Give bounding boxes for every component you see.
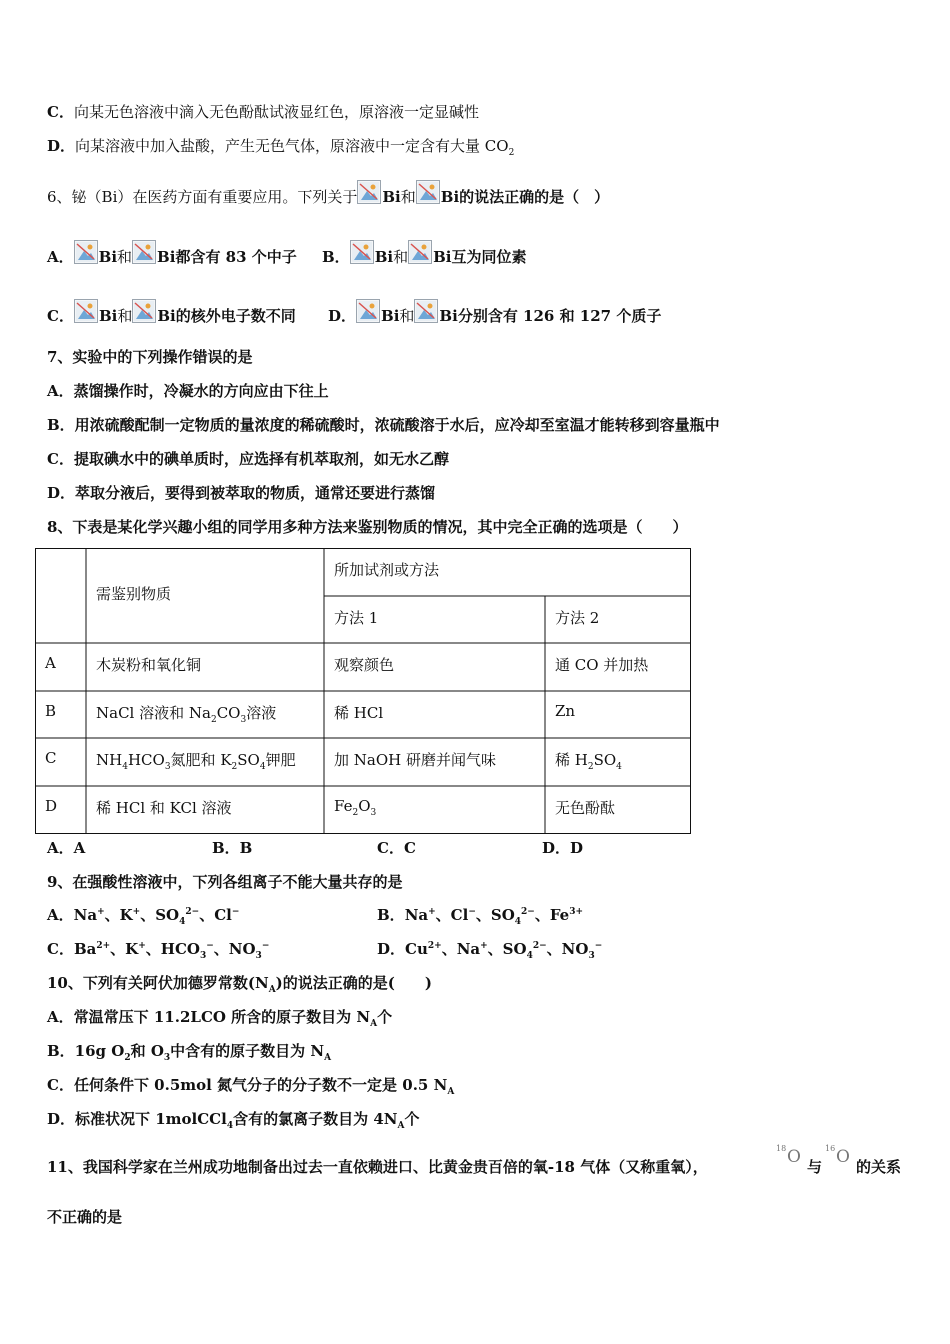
q8-choice-c: C．C [377, 839, 416, 857]
q9-option-a: A．Na+、K+、$SO_4^{2-}$、Cl− [47, 906, 240, 927]
isotope-image-icon [74, 299, 98, 323]
row-method-1: $Fe_2O_3$ [334, 797, 377, 818]
q7-stem: 7、实验中的下列操作错误的是 [47, 348, 253, 366]
q8-table [35, 548, 691, 834]
isotope-image-icon [350, 240, 374, 264]
q11-stem-end: 的关系 [856, 1158, 902, 1176]
row-substance: 木炭粉和氧化铜 [96, 656, 202, 674]
row-substance: $NH_4HCO_3$氮肥和 $K_2SO_4$钾肥 [96, 751, 296, 772]
q8-choice-a: A．A [47, 839, 86, 857]
row-substance: 稀 HCl 和 KCl 溶液 [96, 799, 232, 817]
isotope-image-icon [357, 180, 381, 204]
q6-stem: 6、铋（Bi）在医药方面有重要应用。下列关于 Bi和 Bi的说法正确的是（ ） [47, 180, 609, 207]
header-method-1: 方法 1 [334, 609, 379, 627]
row-method-2: 通 CO 并加热 [555, 656, 649, 674]
q8-choice-b: B．B [212, 839, 253, 857]
row-label: D [45, 797, 58, 815]
row-label: C [45, 749, 57, 767]
q9-option-c: C．$Ba^{2+}$、K+、$HCO_3^-$、$NO_3^-$ [47, 940, 270, 961]
row-label: B [45, 702, 57, 720]
isotope-o18: 18 O [776, 1144, 801, 1167]
q6-option-d: D． Bi和 Bi分别含有 126 和 127 个质子 [328, 299, 661, 326]
isotope-image-icon [408, 240, 432, 264]
row-method-1: 观察颜色 [334, 656, 395, 674]
q10-stem: 10、下列有关阿伏加德罗常数$(N_A)$的说法正确的是( ) [47, 974, 432, 995]
q11-stem: 11、我国科学家在兰州成功地制备出过去一直依赖进口、比黄金贵百倍的氧-18 气体（又称重氧）， [47, 1158, 708, 1176]
isotope-image-icon [74, 240, 98, 264]
isotope-image-icon [132, 299, 156, 323]
isotope-image-icon [356, 299, 380, 323]
q10-option-a: A．常温常压下 11.2LCO 所含的原子数目为 $N_A$个 [47, 1008, 393, 1029]
q7-option-c: C．提取碘水中的碘单质时，应选择有机萃取剂，如无水乙醇 [47, 450, 449, 468]
row-method-1: 加 NaOH 研磨并闻气味 [334, 751, 496, 769]
row-substance: NaCl 溶液和 $Na_2CO_3$溶液 [96, 704, 277, 725]
q11-yu: 与 [807, 1158, 823, 1176]
q6-option-a: A． Bi和 Bi都含有 83 个中子 [47, 240, 297, 267]
q9-stem: 9、在强酸性溶液中，下列各组离子不能大量共存的是 [47, 873, 403, 891]
isotope-image-icon [132, 240, 156, 264]
isotope-o16: 16 O [825, 1144, 850, 1167]
row-method-1: 稀 HCl [334, 704, 384, 722]
header-reagent: 所加试剂或方法 [334, 561, 440, 579]
q10-option-d: D．标准状况下 1molCCl$_4$含有的氯离子数目为 $4N_A$个 [47, 1110, 420, 1131]
q6-option-c: C． Bi和 Bi的核外电子数不同 [47, 299, 296, 326]
q7-option-b: B．用浓硫酸配制一定物质的量浓度的稀硫酸时，浓硫酸溶于水后，应冷却至室温才能转移到容量瓶中 [47, 416, 720, 434]
q6-option-b: B． Bi和 Bi互为同位素 [322, 240, 527, 267]
row-method-2: 无色酚酞 [555, 799, 616, 817]
q5-option-d: D．向某溶液中加入盐酸，产生无色气体，原溶液中一定含有大量 $CO_2$ [47, 137, 515, 158]
isotope-image-icon [414, 299, 438, 323]
row-label: A [45, 654, 56, 672]
q10-option-b: B．16g $O_2$和 $O_3$中含有的原子数目为 $N_A$ [47, 1042, 332, 1063]
row-method-2: 稀 $H_2SO_4$ [555, 751, 622, 772]
q9-option-b: B．Na+、Cl−、$SO_4^{2-}$、$Fe^{3+}$ [377, 906, 584, 927]
q10-option-c: C．任何条件下 0.5mol 氮气分子的分子数不一定是 0.5 $N_A$ [47, 1076, 455, 1097]
q7-option-d: D．萃取分液后，要得到被萃取的物质，通常还要进行蒸馏 [47, 484, 436, 502]
header-substance: 需鉴别物质 [96, 585, 172, 603]
q7-option-a: A．蒸馏操作时，冷凝水的方向应由下往上 [47, 382, 329, 400]
q8-stem: 8、下表是某化学兴趣小组的同学用多种方法来鉴别物质的情况，其中完全正确的选项是（ ） [47, 518, 688, 536]
row-method-2: Zn [555, 702, 576, 720]
q11-stem-continued: 不正确的是 [47, 1208, 123, 1226]
q9-option-d: D．$Cu^{2+}$、Na+、$SO_4^{2-}$、$NO_3^-$ [377, 940, 603, 961]
q5-option-c: C．向某无色溶液中滴入无色酚酞试液显红色，原溶液一定显碱性 [47, 103, 479, 121]
header-method-2: 方法 2 [555, 609, 600, 627]
q8-choice-d: D．D [542, 839, 584, 857]
isotope-image-icon [416, 180, 440, 204]
